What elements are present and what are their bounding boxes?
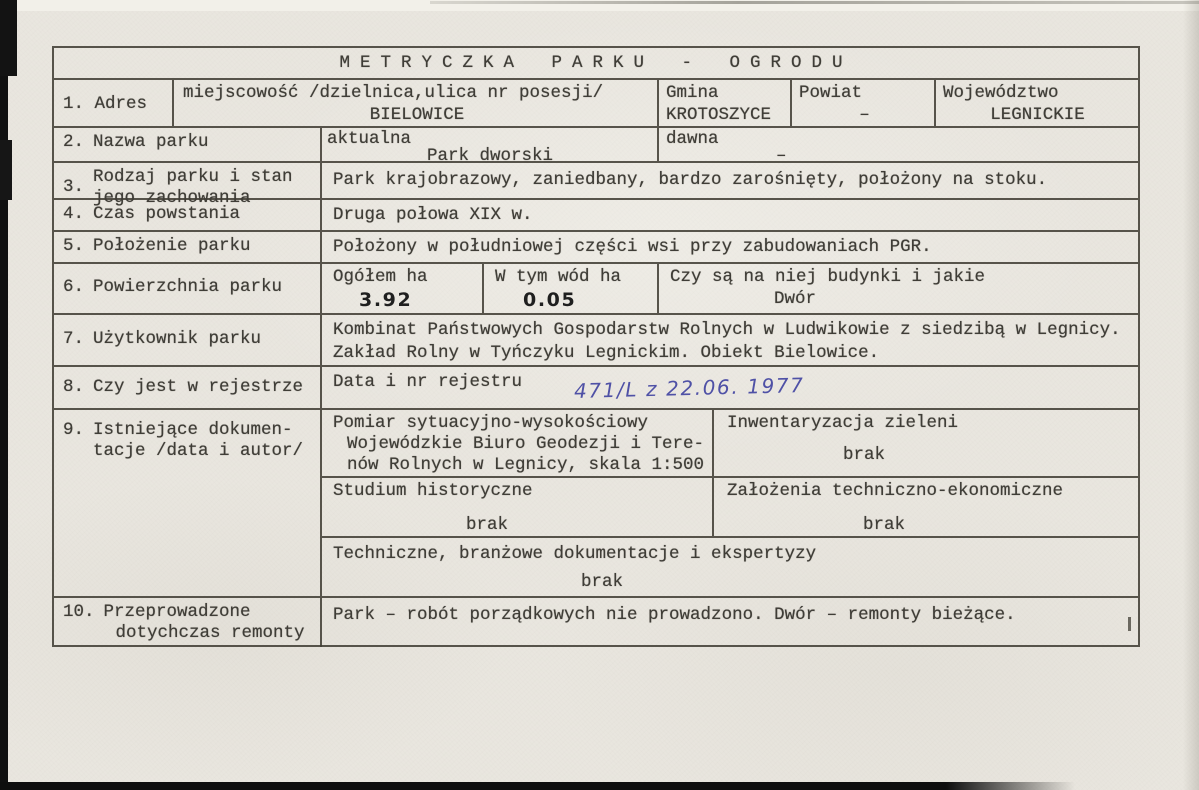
park-record-form: [52, 46, 1140, 647]
dokumentacje-subrow-studium: [322, 478, 1138, 538]
uzytkownik-value-line2: Zakład Rolny w Tyńczyku Legnickim. Obiekt Bielowice.: [333, 343, 880, 363]
czas-label: Czas powstania: [93, 204, 241, 224]
row-nazwa-parku: [54, 128, 1138, 166]
wojewodztwo-label: Województwo: [943, 83, 1059, 103]
miejscowosc-cell: [172, 80, 657, 126]
nazwa-dawna-cell: [657, 128, 1138, 166]
row-dokumentacje: [54, 410, 1138, 598]
row-number: 1.: [63, 94, 85, 114]
rodzaj-value-cell: [320, 163, 1138, 198]
pomiar-line2: Wojewódzkie Biuro Geodezji i Tere-: [347, 434, 705, 454]
czas-label-cell: [54, 200, 320, 230]
pomiar-cell: [322, 410, 714, 476]
nazwa-label-cell: [54, 128, 320, 161]
zalozenia-cell: [714, 478, 1138, 536]
polozenie-label-cell: [54, 232, 320, 262]
remonty-value: Park – robót porządkowych nie prowadzono. Dwór – remonty bieżące.: [333, 605, 1016, 625]
rodzaj-label: [93, 167, 293, 208]
dokumentacje-subrow-techniczne: [322, 538, 1138, 596]
uzytkownik-value-line1: Kombinat Państwowych Gospodarstw Rolnych w Ludwikowie z siedzibą w Legnicy.: [333, 320, 1121, 340]
scan-left-black-edge: [0, 0, 8, 790]
scan-bottom-black-edge: [0, 782, 1075, 790]
row-powierzchnia-parku: [54, 264, 1138, 315]
row-number: 4.: [63, 204, 85, 224]
scan-top-left-black-corner: [0, 0, 17, 76]
czas-value-cell: [320, 200, 1138, 230]
rejestr-value-cell: [320, 367, 1138, 408]
row-uzytkownik-parku: [54, 315, 1138, 367]
dokumentacje-label: [93, 420, 303, 596]
polozenie-label: Położenie parku: [93, 236, 251, 256]
rodzaj-label-line2: jego zachowania: [93, 188, 251, 208]
rodzaj-value: Park krajobrazowy, zaniedbany, bardzo zarośnięty, położony na stoku.: [333, 170, 1048, 190]
ogolem-label: Ogółem ha: [333, 267, 428, 287]
budynki-value: Dwór: [774, 289, 817, 309]
remonty-label-cell: [54, 598, 320, 647]
polozenie-value: Położony w południowej części wsi przy zabudowaniach PGR.: [333, 236, 932, 257]
rejestr-label-cell: [54, 367, 320, 408]
nazwa-aktualna-cell: [320, 128, 657, 166]
rodzaj-label-cell: [54, 163, 320, 208]
miejscowosc-value: BIELOWICE: [369, 105, 465, 125]
uzytkownik-label: Użytkownik parku: [93, 329, 262, 349]
powierzchnia-label-cell: [54, 264, 320, 313]
polozenie-value-cell: [320, 232, 1138, 262]
rejestr-handwritten-value: 471/L z 22.06. 1977: [573, 372, 805, 404]
czas-value: Druga połowa XIX w.: [333, 204, 533, 225]
powierzchnia-ogolem-cell: [320, 264, 482, 313]
techniczne-value: brak: [581, 572, 624, 592]
scan-top-edge-line: [430, 1, 1199, 4]
dokumentacje-label-line1: Istniejące dokumen-: [93, 420, 293, 440]
scan-right-edge-shadow: [1183, 0, 1199, 790]
inwentaryzacja-value: brak: [843, 445, 886, 465]
adres-label: Adres: [94, 94, 148, 114]
row-number: 5.: [63, 236, 85, 256]
zalozenia-label: Założenia techniczno-ekonomiczne: [727, 481, 1064, 501]
pomiar-line1: Pomiar sytuacyjno-wysokościowy: [333, 413, 649, 433]
remonty-label-line2: dotychczas remonty: [115, 623, 305, 643]
wod-label: W tym wód ha: [495, 267, 622, 287]
inwentaryzacja-label: Inwentaryzacja zieleni: [727, 413, 959, 433]
scan-left-black-blotch: [0, 140, 12, 200]
form-title-row: [54, 48, 1138, 80]
powierzchnia-wod-cell: [482, 264, 657, 313]
row-czas-powstania: [54, 200, 1138, 232]
row-adres: [54, 80, 1138, 128]
dokumentacje-subrow-pomiar: [322, 410, 1138, 478]
zalozenia-value: brak: [863, 515, 906, 535]
rejestr-label: Czy jest w rejestrze: [93, 377, 304, 397]
dokumentacje-content-area: [320, 410, 1138, 596]
aktualna-label: aktualna: [327, 129, 412, 149]
rodzaj-label-line1: Rodzaj parku i stan: [93, 167, 293, 187]
pomiar-line3: nów Rolnych w Legnicy, skala 1:500: [347, 455, 705, 475]
row-rejestr: [54, 367, 1138, 410]
row-rodzaj-parku: [54, 163, 1138, 208]
uzytkownik-label-cell: [54, 315, 320, 365]
gmina-label: Gmina: [666, 83, 719, 103]
powierzchnia-label: Powierzchnia parku: [93, 277, 283, 297]
remonty-value-cell: [320, 598, 1138, 647]
miejscowosc-header: miejscowość /dzielnica,ulica nr posesji/: [183, 83, 604, 103]
row-remonty: [54, 598, 1138, 647]
powiat-value: –: [859, 105, 870, 125]
remonty-label-line1: Przeprowadzone: [103, 602, 251, 622]
aktualna-value: Park dworski: [426, 146, 554, 166]
wojewodztwo-value: LEGNICKIE: [990, 105, 1085, 125]
row-number: 7.: [63, 329, 85, 349]
adres-label-cell: [54, 80, 172, 126]
row-polozenie-parku: [54, 232, 1138, 264]
row-number: 9.: [63, 420, 85, 440]
row-number: 3.: [63, 177, 85, 197]
row-number: 2.: [63, 132, 85, 152]
dokumentacje-label-cell: [54, 410, 320, 596]
studium-cell: [322, 478, 714, 536]
ogolem-handwritten-value: 3.92: [359, 289, 413, 311]
uzytkownik-value-cell: [320, 315, 1138, 365]
budynki-label: Czy są na niej budynki i jakie: [670, 267, 986, 287]
row-number: 6.: [63, 277, 85, 297]
powiat-cell: [790, 80, 934, 126]
budynki-cell: [657, 264, 1138, 313]
studium-label: Studium historyczne: [333, 481, 533, 501]
rejestr-field-label: Data i nr rejestru: [333, 372, 523, 392]
powiat-label: Powiat: [799, 83, 863, 103]
wod-handwritten-value: 0.05: [523, 289, 577, 311]
studium-value: brak: [466, 515, 509, 535]
inwentaryzacja-cell: [714, 410, 1138, 476]
dawna-value: –: [776, 146, 787, 166]
gmina-cell: [657, 80, 790, 126]
row-number: 8.: [63, 377, 85, 397]
gmina-value: KROTOSZYCE: [666, 105, 772, 125]
nazwa-label: Nazwa parku: [93, 132, 209, 152]
row-number: 10.: [63, 602, 95, 622]
wojewodztwo-cell: [934, 80, 1138, 126]
techniczne-label: Techniczne, branżowe dokumentacje i ekspertyzy: [333, 544, 817, 564]
dokumentacje-label-line2: tacje /data i autor/: [93, 441, 304, 461]
dawna-label: dawna: [666, 129, 719, 149]
remonty-label: [104, 602, 305, 647]
form-title: METRYCZKA PARKU - OGRODU: [339, 52, 853, 73]
